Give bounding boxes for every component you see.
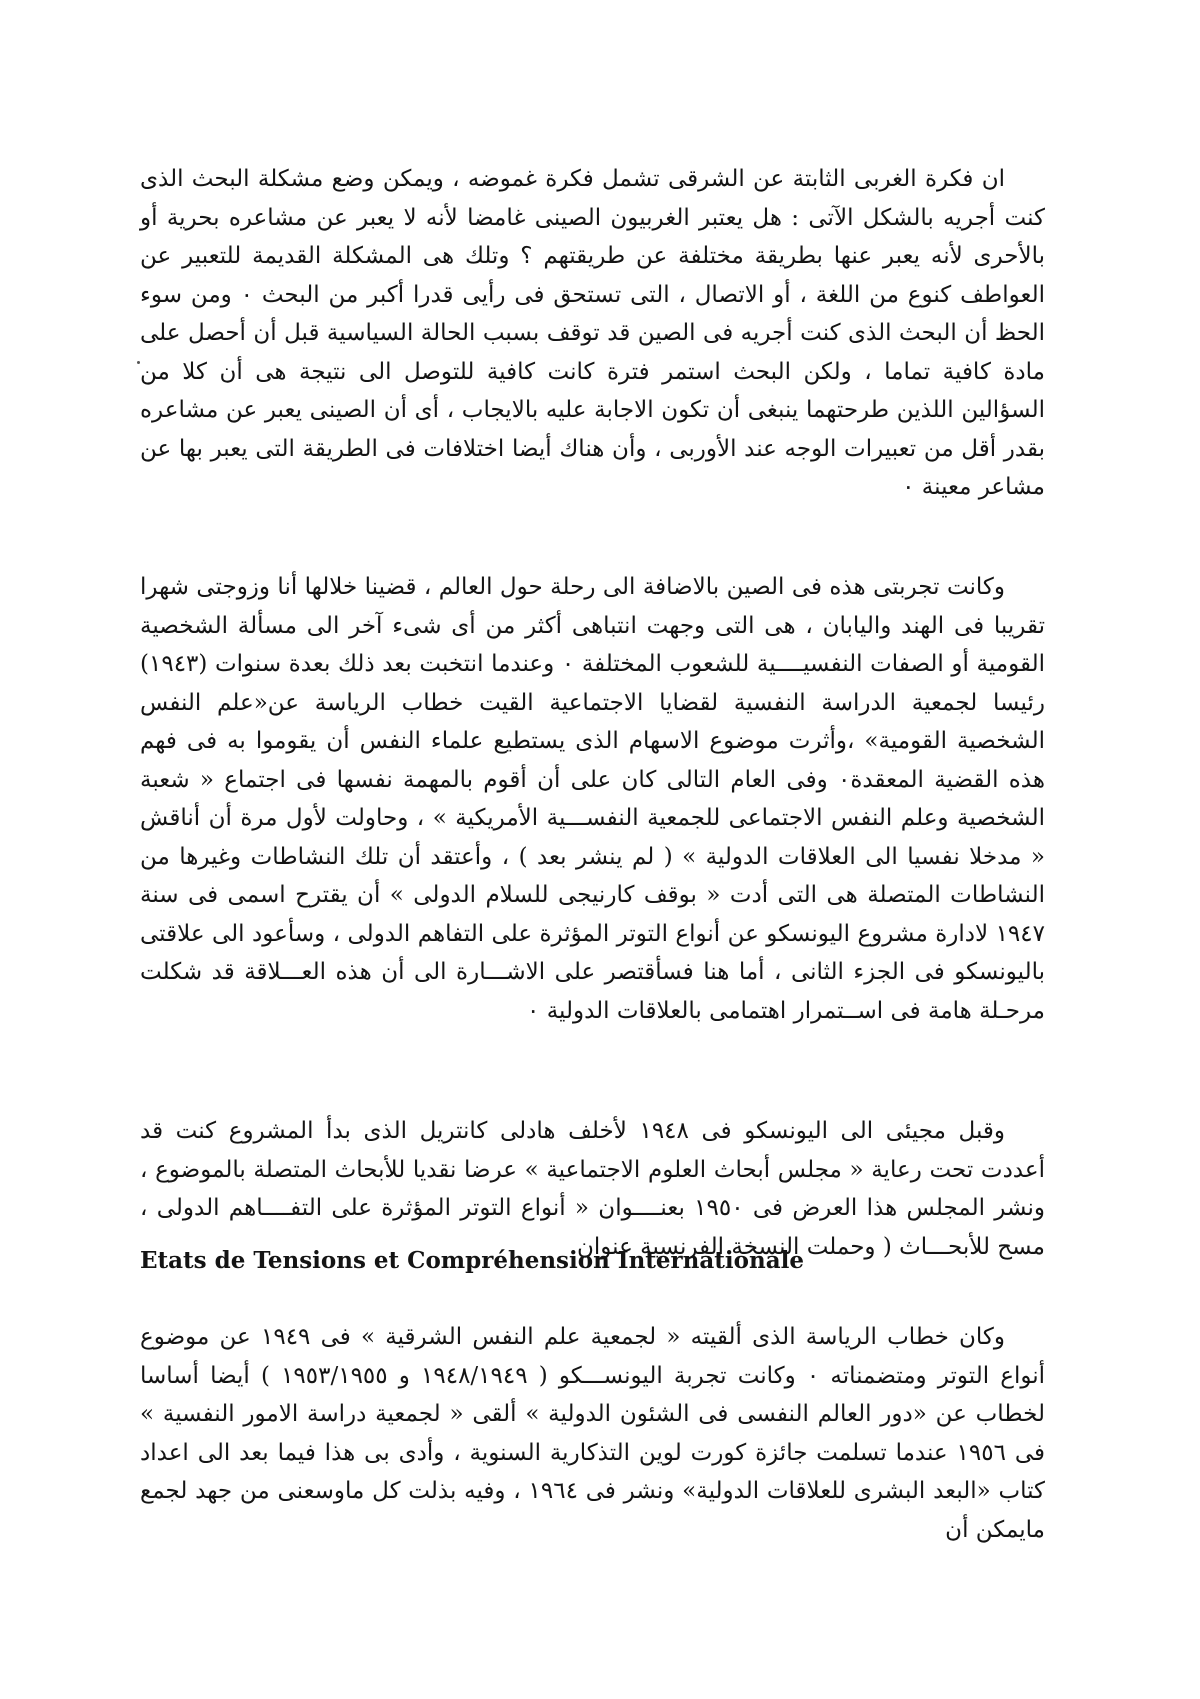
paragraph-text: ان فكرة الغربى الثابتة عن الشرقى تشمل فكرة غموضه ، ويمكن وضع مشكلة البحث الذى كنت أجريه بالشكل الآتى : هل يعتبر الغربيون الصينى غامضا لأنه لا يعبر عن مشاعره بحرية أو بالأحرى لأنه يعبر عنها بطريقة مختلفة عن طريقتهم ؟ وتلك هى المشكلة القديمة للتعبير عن العواطف كنوع من اللغة ، أو الاتصال ، التى تستحق فى رأيى قدرا أكبر من البحث ٠ ومن سوء الحظ أن البحث الذى كنت أجريه فى الصين قد توقف بسبب الحالة السياسية قبل أن أحصل على مادة كافية تماما ، ولكن البحث استمر فترة كانت كافية للتوصل الى نتيجة هى أن كلا من السؤالين اللذين طرحتهما ينبغى أن تكون الاجابة عليه بالايجاب ، أى أن الصينى يعبر عن مشاعره بقدر أقل من تعبيرات الوجه عند الأوربى ، وأن هناك أيضا اختلافات فى الطريقة التى يعبر بها عن مشاعر معينة ٠ bbox=[140, 166, 1045, 500]
paragraph-chinese-emotion-study bbox=[140, 160, 1045, 507]
paragraph-presidential-addresses bbox=[140, 1318, 1045, 1549]
paragraph-national-character bbox=[140, 568, 1045, 1030]
paragraph-unesco-tensions-project bbox=[140, 1112, 1045, 1266]
scan-speck bbox=[137, 361, 140, 364]
paragraph-text: وكانت تجربتى هذه فى الصين بالاضافة الى رحلة حول العالم ، قضينا خلالها أنا وزوجتى شهرا تقريبا فى الهند واليابان ، هى التى وجهت انتباهى أكثر من أى شىء آخر الى مسألة الشخصية القومية أو الصفات النفسيــــية للشعوب المختلفة ٠ وعندما انتخبت بعد ذلك بعدة سنوات (١٩٤٣) رئيسا لجمعية الدراسة النفسية لقضايا الاجتماعية القيت خطاب الرياسة عن«علم النفس الشخصية القومية» ،وأثرت موضوع الاسهام الذى يستطيع علماء النفس أن يقوموا به فى فهم هذه القضية المعقدة٠ وفى العام التالى كان على أن أقوم بالمهمة نفسها فى اجتماع « شعبة الشخصية وعلم النفس الاجتماعى للجمعية النفســـية الأمريكية » ، وحاولت لأول مرة أن أناقش « مدخلا نفسيا الى العلاقات الدولية » ( لم ينشر بعد ) ، وأعتقد أن تلك النشاطات وغيرها من النشاطات المتصلة هى التى أدت « بوقف كارنيجى للسلام الدولى » أن يقترح اسمى فى سنة ١٩٤٧ لادارة مشروع اليونسكو عن أنواع التوتر المؤثرة على التفاهم الدولى ، وسأعود الى علاقتى باليونسكو فى الجزء الثانى ، أما هنا فسأقتصر على الاشـــارة الى أن هذه العـــلاقة قد شكلت مرحـلة هامة فى اســتمرار اهتمامى بالعلاقات الدولية ٠ bbox=[140, 574, 1046, 1024]
paragraph-text: وقبل مجيئى الى اليونسكو فى ١٩٤٨ لأخلف هادلى كانتريل الذى بدأ المشروع كنت قد أعددت تحت رعاية « مجلس أبحاث العلوم الاجتماعية » عرضا نقديا للأبحاث المتصلة بالموضوع ، ونشر المجلس هذا العرض فى ١٩٥٠ بعنــــوان « أنواع التوتر المؤثرة على التفــــاهم الدولى ، مسح للأبحـــاث ( وحملت النسخة الفرنسية عنوان bbox=[140, 1118, 1045, 1260]
french-title-line: Etats de Tensions et Compréhension Internationale bbox=[140, 1247, 804, 1274]
paragraph-text: وكان خطاب الرياسة الذى ألقيته « لجمعية علم النفس الشرقية » فى ١٩٤٩ عن موضوع أنواع التوتر ومتضمناته ٠ وكانت تجربة اليونســـكو ( ١٩٤٨/١٩٤٩ و ١٩٥٣/١٩٥٥ ) أيضا أساسا لخطاب عن «دور العالم النفسى فى الشئون الدولية » ألقى « لجمعية دراسة الامور النفسية » فى ١٩٥٦ عندما تسلمت جائزة كورت لوين التذكارية السنوية ، وأدى بى هذا فيما بعد الى اعداد كتاب «البعد البشرى للعلاقات الدولية» ونشر فى ١٩٦٤ ، وفيه بذلت كل ماوسعنى من جهد لجمع مايمكن أن bbox=[140, 1324, 1046, 1543]
